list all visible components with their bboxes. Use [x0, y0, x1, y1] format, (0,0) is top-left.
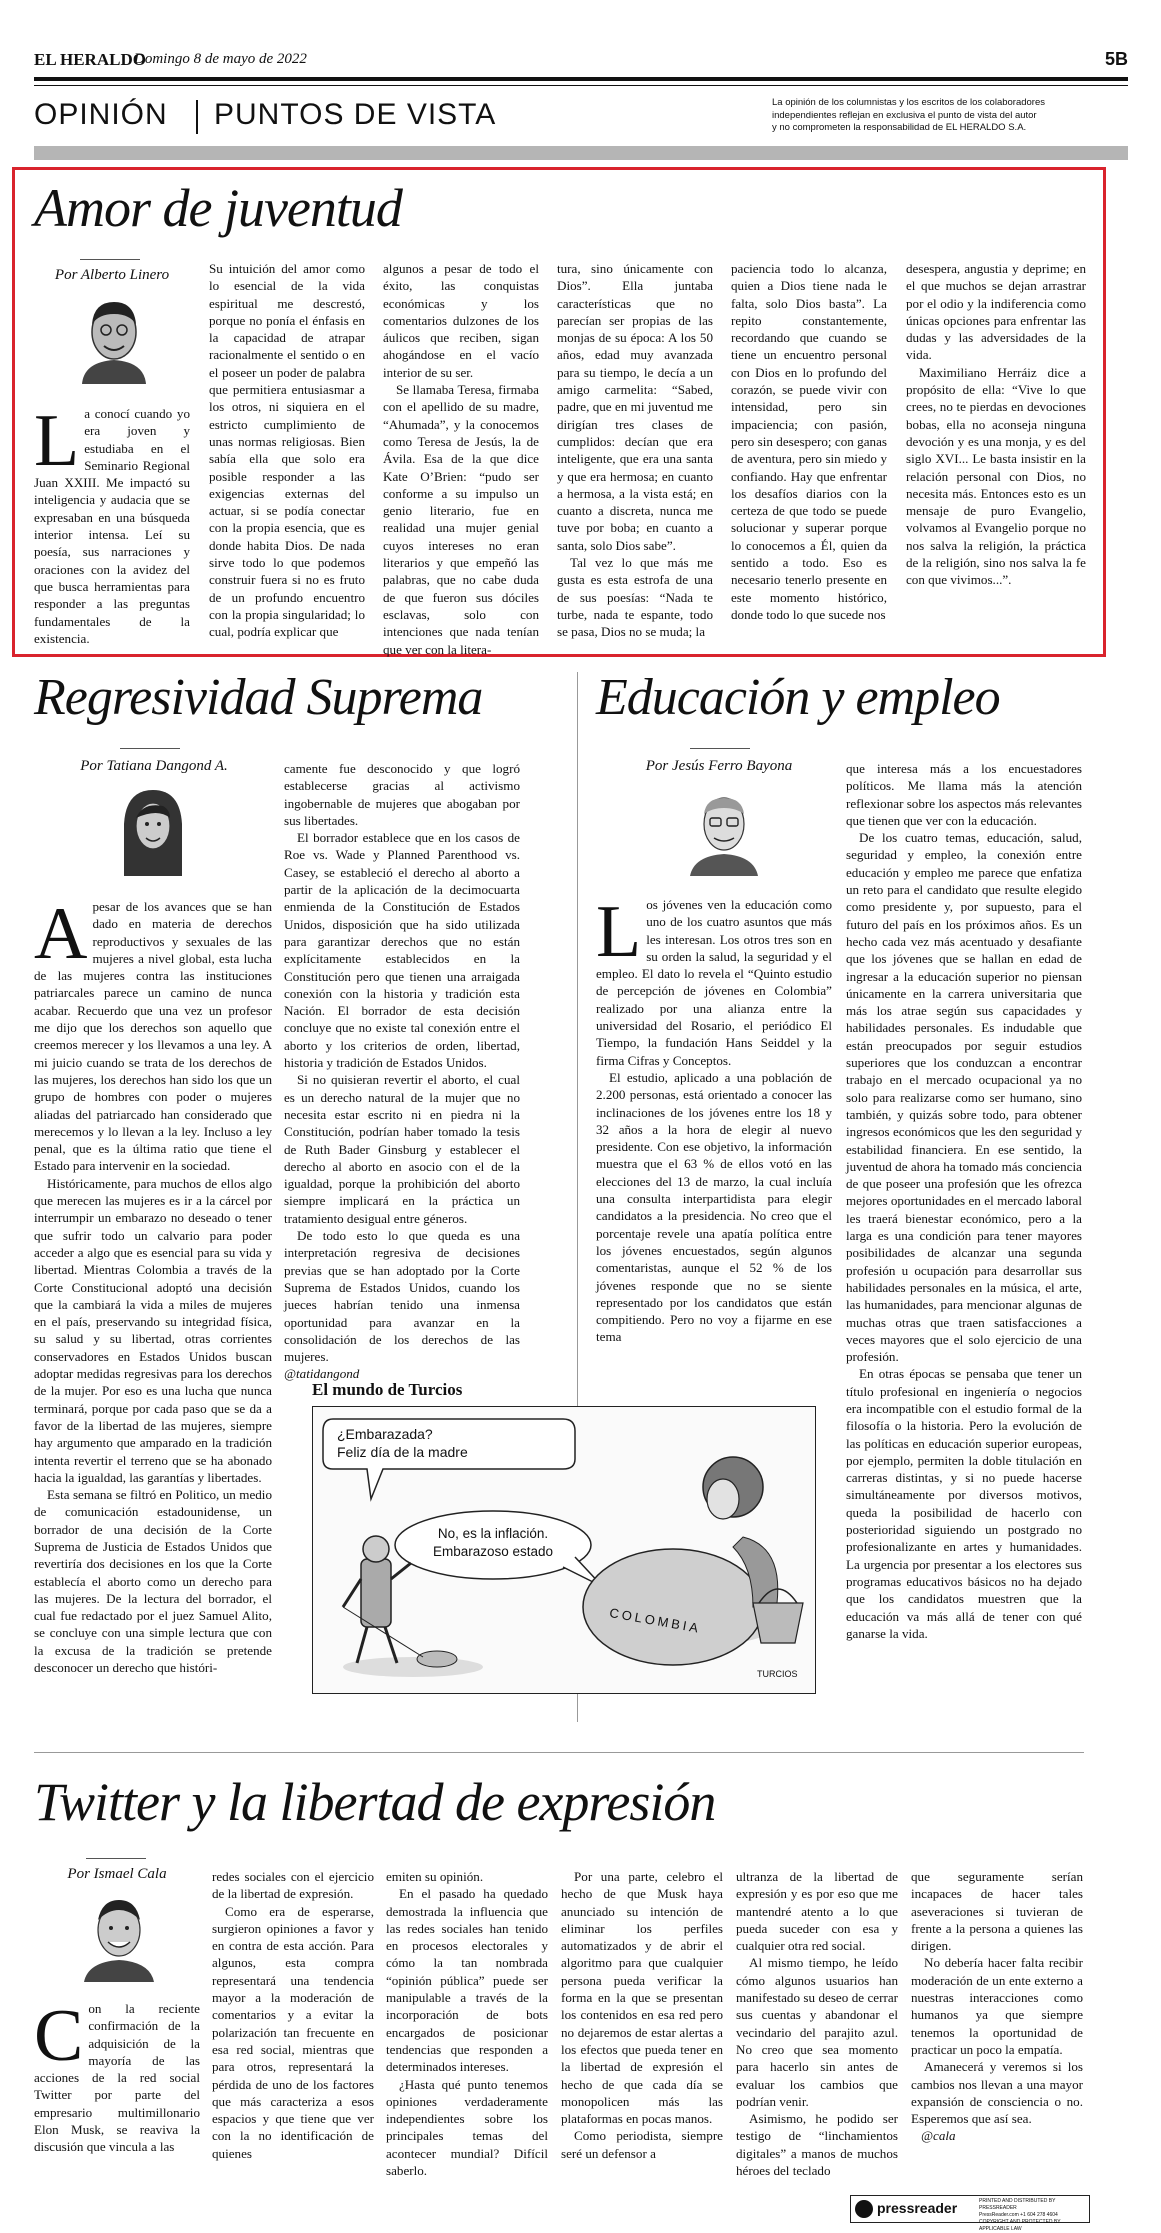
paragraph: os jóvenes ven la educación como uno de los cuatro asuntos que más les interesan. Los otros tres son en su orden la salud, la seguridad y el empleo. El dato lo revela el “Quinto estudio de percepción de jóvenes en Colombia” realizado por una alianza entre la universidad del Rosario, el periódico El Tiempo, la fundación Hans Seiddel y la firma Cifras y Conceptos.: [596, 897, 832, 1068]
paragraph: algunos a pesar de todo el éxito, las conquistas económicas y los comentarios dulzones de los áulicos que reciben, sigan ahogándose en el vacío interior de su ser.: [383, 261, 539, 380]
fineprint-line: COPYRIGHT AND PROTECTED BY APPLICABLE LAW: [979, 2219, 1061, 2232]
fineprint-line: PRINTED AND DISTRIBUTED BY PRESSREADER: [979, 2198, 1056, 2211]
paragraph: No debería hacer falta recibir moderación de un ente externo a nuestras interacciones como humanos ya que siempre tenemos la oportunidad de practicar un poco la empatía.: [911, 1955, 1083, 2057]
paragraph: De los cuatro temas, educación, salud, seguridad y empleo, la conexión entre educación y empleo me parece que enfatiza un reto para el candidato que resulte elegido como presidente y, por supuesto, para el futuro del país en los próximos años. Es un hecho cada vez más acentuado y desafiante que los jóvenes que se hallan en edad de ingresar a la educación superior no piensan únicamente en la carrera universitaria que más los atrae según sus capacidades y habilidades personales. Es indudable que están preocupados por seguir estudios superiores que los conduzcan a encontrar trabajo en el mercado ocupacional ya no solo para realizarse como ser humano, sino también, y quizás sobre todo, para obtener ingresos económicos que les den seguridad y estabilidad financiera. En ese sentido, la juventud de ahora ha tomado más conciencia de que poseer una profesión que les ofrezca mejores oportunidades en el mercado laboral les traerá bienestar económico, pero a la larga es una condición para tener mayores posibilidades de alcanzar una segunda profesión u ocupación para desarrollar sus habilidades personales en la música, el arte, las humanidades, para mencionar algunas de muchas otras que traen satisfacciones a veces mayores que el solo ejercicio de una profesión.: [846, 830, 1082, 1365]
disclaimer-line: y no comprometen la responsabilidad de EL HERALDO S.A.: [772, 122, 1027, 133]
paragraph: El borrador establece que en los casos de Roe vs. Wade y Planned Parenthood vs. Casey, se estableció el derecho al aborto a partir de la aplicación de la decimocuarta enmienda de la Constitución de Estados Unidos, disposición que ha sido utilizada para garantizar derechos que no están explícitamente establecidos en la Constitución pero que tienen una arraigada conexión con la historia y tradición esta Nación. El borrador de esta decisión concluye que no existe tal conexión entre el aborto y los criterios de orden, libertad, historia y tradición de Estados Unidos.: [284, 830, 520, 1071]
paragraph: Amanecerá y veremos si los cambios nos llevan a una mayor expansión de consciencia o no. Esperemos que así sea.: [911, 2059, 1083, 2127]
article-body-col5: [731, 260, 887, 623]
byline: Por Tatiana Dangond A.: [80, 758, 228, 774]
paragraph: desespera, angustia y deprime; en el que muchos se dejan arrastrar por el odio y la indiferencia como únicas opciones para enfrentar las dudas y las adversidades de la vida.: [906, 261, 1086, 363]
drop-cap: A: [34, 893, 88, 975]
masthead-rule: [34, 77, 1128, 81]
paragraph: Como periodista, siempre seré un defensor a: [561, 2128, 723, 2161]
masthead-rule-thin: [34, 85, 1128, 86]
article-title: Regresividad Suprema: [34, 669, 483, 726]
gray-bar: [34, 146, 1128, 160]
drop-cap: C: [34, 1995, 84, 2077]
issue-date: Domingo 8 de mayo de 2022: [134, 51, 307, 67]
byline-rule: [86, 1858, 146, 1859]
article-body-col1: [34, 893, 272, 1676]
section-divider: [196, 100, 198, 134]
cartoon-title: El mundo de Turcios: [312, 1380, 463, 1399]
paragraph: ¿Hasta qué punto tenemos opiniones verdaderamente independientes sobre los principales temas del acontecer mundial? Difícil saberlo.: [386, 2076, 548, 2179]
author-portrait: [78, 1890, 160, 1982]
paragraph: emiten su opinión.: [386, 1869, 484, 1884]
article-title: Amor de juventud: [34, 178, 402, 238]
speech-bubble-1: [337, 1425, 567, 1461]
paragraph: Se llamaba Teresa, firmaba con el apellido de su madre, “Ahumada”, y la conocemos como Teresa de Jesús, la de Ávila. Esa de la que dice Kate O’Brien: “pudo ser conforme a su impulso un genio literario, fue en realidad una mujer genial cuyos intereses no eran literarios y que empeñó las palabras, que no cabe duda de que fueron sus dóciles esclavas, solo con intenciones que nada tenían que ver con la litera-: [383, 382, 539, 657]
article-body-col1: [34, 400, 190, 647]
paragraph: pesar de los avances que se han dado en materia de derechos reproductivos y sexuales de las mujeres a nivel global, esta lucha de las mujeres contra las instituciones patriarcales parece un camino de nunca acabar. Recuerdo que una vez un profesor me dijo que los derechos son aquello que creemos merecer y los llevamos a una ley. A mi juicio cuando se trata de los derechos de las mujeres, los derechos han sido los que un grupo de hombres con poder o mujeres aliadas del patriarcado han considerado que merecemos y lo llevan a la ley. Incluso a ley penal, que es la última ratio que tiene el Estado para intervenir en la sociedad.: [34, 899, 272, 1174]
article-body-col4: [557, 260, 713, 641]
paragraph: Si no quisieran revertir el aborto, el cual es un derecho natural de la mujer que no necesita estar escrito ni en piedra ni la Constitución, podrían haber tomado la tesis de Ruth Bader Ginsburg y establecer el derecho al aborto en asocio con el de la igualdad, porque la prohibición del aborto siempre implicará en la práctica un tratamiento desigual entre géneros.: [284, 1072, 520, 1226]
byline-rule: [690, 748, 750, 749]
paragraph: Al mismo tiempo, he leído cómo algunos usuarios han manifestado su deseo de cerrar sus cuentas y abandonar el vecindario del parajito azul. No creo que sea momento para hacerlo sin antes de evaluar los cambios que podrían venir.: [736, 1955, 898, 2109]
paragraph: Tal vez lo que más me gusta es esta estrofa de una de sus poesías: “Nada te turbe, nada te espante, todo se pasa, Dios no se muda; la: [557, 555, 713, 640]
article-body-col6: [906, 260, 1086, 589]
paragraph: ultranza de la libertad de expresión y es por eso que me mantendré atento a lo que pueda suceder con esa y cualquier otra red social.: [736, 1869, 898, 1954]
article-title: Educación y empleo: [596, 669, 1000, 726]
paragraph: paciencia todo lo alcanza, quien a Dios tiene nada le falta, solo Dios basta”. La repito constantemente, recordando que cuando se tiene un encuentro personal con Dios en lo profundo del corazón, se puede vivir con intensidad, pero sin impaciencia; con pasión, pero sin desespero; con ganas de aventura, pero sin miedo y confiando. Hay que enfrentar los desafíos diarios con la certeza de que todo se puede solucionar y superar porque lo conocemos a Él, quien da sentido a todo. Eso es necesario tenerlo presente en este momento histórico, donde todo lo que sucede nos: [731, 261, 887, 622]
article-body-col2: [846, 760, 1082, 1642]
paragraph: Por una parte, celebro el hecho de que Musk haya anunciado su intención de eliminar los perfiles automatizados y de abrir el algoritmo para que cualquier persona pueda verificar la forma en la que se presentan los contenidos en esa red pero no dejaremos de estar alertas a los efectos que pueda tener en la libertad de expresión el hecho de que cada día se monopolicen más las plataformas en pocas manos.: [561, 1869, 723, 2127]
section-name: OPINIÓN: [34, 98, 168, 131]
paragraph: Esta semana se filtró en Politico, un medio de comunicación estadounidense, un borrador de una decisión de la Corte Suprema de Justicia de Estados Unidos que revertiría dos decisiones en los que la Corte establecía el aborto como un derecho para las mujeres. De la lectura del borrador, el cual fue redactado por el juez Samuel Alito, se concluye con una simple lectura que con la excusa de la tradición se pretende desconocer un derecho que históri-: [34, 1487, 272, 1676]
paragraph: Su intuición del amor como lo esencial de la vida espiritual me descrestó, porque no ponía el énfasis en la capacidad de atrapar racionalmente el sentido o en el poseer un poder de palabra que permitiera entusiasmar a los otros, ni siquiera en el estricto cumplimiento de unas normas religiosas. Bien sabía ella que solo era posible responder a las exigencias externas del actuar, si se podía conectar con la propia esencia, que es donde habita Dios. De nada sirve todo lo que podemos construir fuera si no es fruto de un profundo encuentro con la propia singularidad; lo cual, podría explicar que: [209, 261, 365, 640]
author-portrait: [118, 784, 188, 876]
article-body-col3: [386, 1868, 548, 2179]
author-handle[interactable]: @tatidangond: [284, 1366, 360, 1382]
drop-cap: L: [34, 400, 80, 482]
article-body-col2: [284, 760, 520, 1383]
section-rule: [34, 1752, 1084, 1753]
bubble-line: Feliz día de la madre: [337, 1444, 468, 1460]
pressreader-fineprint: [979, 2198, 1089, 2233]
paragraph: camente fue desconocido y que logró establecerse gracias al activismo ingobernable de mujeres que abogaban por sus libertades.: [284, 761, 520, 828]
belly-label: COLOMBIA: [608, 1605, 703, 1636]
disclaimer-line: La opinión de los columnistas y los escritos de los colaboradores: [772, 97, 1046, 108]
paragraph: tura, sino únicamente con Dios”. Ella juntaba características que no parecían ser propias de las monjas de su época: A los 50 años, edad muy avanzada para su tiempo, le decía a un amigo carmelita: “Sabed, padre, que en mi juventud me dirigían tres clases de cumplidos: decían que era inteligente, que era una santa y que era hermosa; en cuanto a hermosa, a la vista está; en cuanto a discreta, nunca me tuve por boba; en cuanto a santa, solo Dios sabe”.: [557, 261, 713, 553]
author-portrait: [684, 784, 764, 876]
paragraph: En el pasado ha quedado demostrada la influencia que las redes sociales han tenido en procesos electorales y cómo la tan nombrada “opinión pública” puede ser manipulable a través de la incorporación de bots encargados de posicionar tendencias que responden a determinados intereses.: [386, 1886, 548, 2075]
pressreader-badge[interactable]: [850, 2195, 1090, 2232]
bubble-line: ¿Embarazada?: [337, 1426, 433, 1442]
speech-bubble-2: [407, 1525, 579, 1561]
fineprint-line: PressReader.com +1 604 278 4604: [979, 2212, 1058, 2218]
byline: Por Alberto Linero: [54, 267, 170, 283]
byline: Por Ismael Cala: [67, 1866, 167, 1882]
paper-name: EL HERALDO: [34, 50, 146, 69]
pressreader-brand: pressreader: [877, 2200, 958, 2216]
article-title: Twitter y la libertad de expresión: [34, 1772, 716, 1832]
article-body-col2: [212, 1868, 374, 2162]
pressreader-icon: [855, 2200, 873, 2218]
article-body-col1: [596, 891, 832, 1346]
subsection-name: PUNTOS DE VISTA: [214, 98, 497, 131]
article-body-col5: [736, 1868, 898, 2179]
article-body-col4: [561, 1868, 723, 2162]
author-handle[interactable]: @cala: [921, 2128, 956, 2144]
article-body-col2: [209, 260, 365, 641]
paragraph: on la reciente confirmación de la adquisición de la mayoría de las acciones de la red social Twitter por parte del empresario multimillonario Elon Musk, se reaviva la discusión que vincula a las: [34, 2001, 200, 2155]
bubble-line: Embarazoso estado: [432, 1544, 554, 1559]
paragraph: De todo esto lo que queda es una interpretación regresiva de decisiones previas que se han adoptado por la Corte Suprema de Estados Unidos, cuando los jueces habrían tenido una inmensa oportunidad para avanzar en la consolidación de los derechos de las mujeres.: [284, 1228, 520, 1365]
paragraph: Maximiliano Herráiz dice a propósito de ella: “Vive lo que crees, no te pierdas en devociones bobas, ella no aconseja ninguna devoción y es una monja, y es del siglo XVI... Le basta insistir en la relación personal con Dios, no necesita más. Entonces esto es un mensaje de puro Evangelio, volvamos al Evangelio porque no nos salva la religión, la práctica de la religión, sino nos salva la fe con que vivimos...”.: [906, 364, 1086, 588]
paragraph: Asimismo, he podido ser testigo de “linchamientos digitales” a manos de muchos héroes del teclado: [736, 2111, 898, 2179]
article-body-col6: [911, 1868, 1083, 2145]
cartoon: [312, 1406, 816, 1694]
paragraph: a conocí cuando yo era joven y estudiaba en el Seminario Regional Juan XXIII. Me impactó su inteligencia y audacia que se expresaban en una búsqueda interior intensa. Leí su poesía, sus narraciones y oraciones con la avidez del que busca herramientas para responder a las preguntas fundamentales de la existencia.: [34, 406, 190, 646]
bubble-line: No, es la inflación.: [437, 1526, 549, 1541]
paragraph: que interesa más a los encuestadores políticos. Me llama más la atención reflexionar sobre los aspectos más relevantes que tienen que ver con la educación.: [846, 761, 1082, 828]
drop-cap: L: [596, 891, 642, 973]
article-body-col3: [383, 260, 539, 658]
paragraph: que seguramente serían incapaces de hacer tales aseveraciones si tuvieran de frente a la persona a quienes las dirigen.: [911, 1869, 1083, 1954]
paragraph: Históricamente, para muchos de ellos algo que merecen las mujeres es ir a la cárcel por interrumpir un embarazo no deseado o tener que sufrir todo un calvario para poder acceder a algo que es esencial para su vida y libertad. Mientras Colombia a través de la Corte Constitucional adoptó una decisión que la cambiará la vida a miles de mujeres en el país, preservando su integridad física, su salud y su libertad, otras corrientes conservadores en Estados Unidos buscan adoptar medidas regresivas para los derechos de la mujer. Por eso es una lucha que nunca terminará, porque por cada paso que se da a favor de la libertad de las mujeres, siempre hay argumento que amparado en la tradición intenta revertir el terreno que se ha abonado hacia la igualdad, las garantías y libertades.: [34, 1175, 272, 1485]
masthead: [34, 50, 1128, 160]
byline-rule: [120, 748, 180, 749]
paragraph: El estudio, aplicado a una población de 2.200 personas, está orientado a conocer las inclinaciones de los jóvenes entre los 18 y 32 años a la hora de elegir al nuevo presidente. Con ese objetivo, la información muestra que el 63 % de ellos votó en las elecciones del 13 de marzo, la cual incluía una consulta interpartidista para elegir candidatos a la presidencia. No creo que el porcentaje revele una apatía política entre los jóvenes encuestados, según algunos comentaristas, aunque el 52 % de los jóvenes responde que no se siente representado por los candidatos que están compitiendo. Pero no voy a fijarme en ese tema: [596, 1069, 832, 1345]
article-body-col1: [34, 1995, 200, 2156]
page-number: 5B: [1104, 49, 1128, 69]
byline: Por Jesús Ferro Bayona: [645, 758, 793, 774]
author-portrait: [74, 292, 154, 384]
cartoonist-signature: TURCIOS: [757, 1669, 798, 1679]
paragraph: En otras épocas se pensaba que tener un título profesional en ingeniería o negocios era incompatible con el estudio formal de la filosofía o la historia. Pero la evolución de las políticas en educación superior europeas, por ejemplo, permiten la doble titulación en carreras distintas, y si no puede hacerse simultáneamente por diversos motivos, queda la posibilidad de hacerlo con posterioridad siguiendo un postgrado no profesionalizante en artes y humanidades. La urgencia por presentar a los electores sus programas educativos básicos no ha dejado que los candidatos muestren que la educación va más allá de tener con qué ganarse la vida.: [846, 1366, 1082, 1641]
paragraph: Como era de esperarse, surgieron opiniones a favor y en contra de esta acción. Para algunos, esta compra representará una tendencia mayor a la moderación de comentarios y a evitar la polarización tan frecuente en esa red social, mientras que para otros, representará la pérdida de uno de los factores que más caracteriza a esos espacios y que tiene que ver con la no identificación de quienes: [212, 1903, 374, 2161]
byline-rule: [80, 259, 140, 260]
disclaimer-line: independientes reflejan en exclusiva el punto de vista del autor: [772, 109, 1037, 121]
disclaimer: [772, 97, 1128, 135]
paragraph: redes sociales con el ejercicio de la libertad de expresión.: [212, 1869, 374, 1902]
